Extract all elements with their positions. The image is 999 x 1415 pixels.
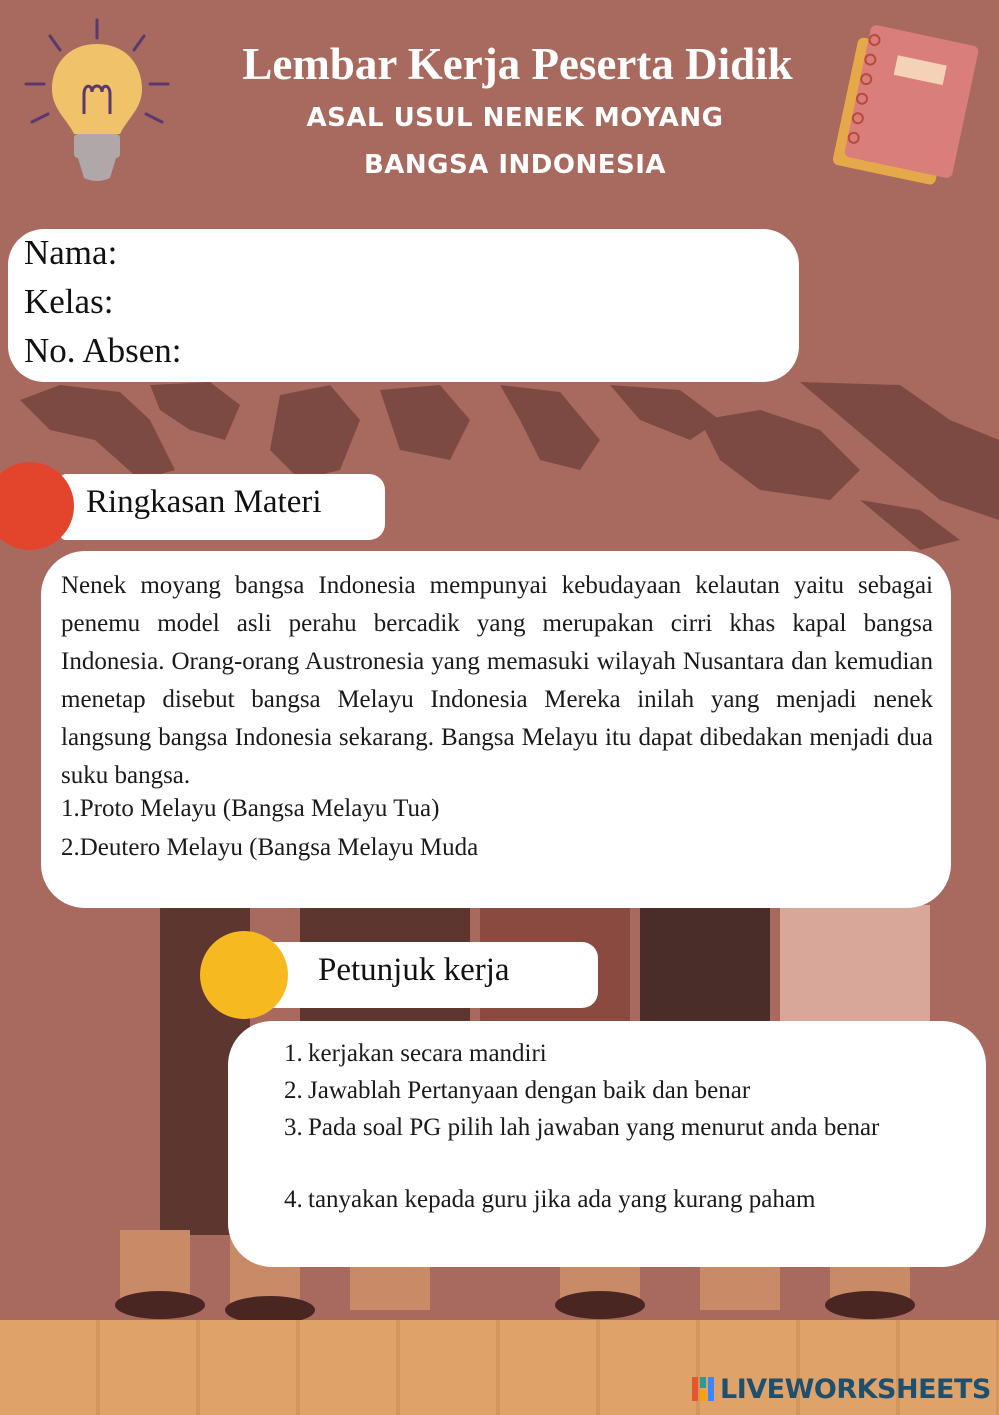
page-title: Lembar Kerja Peserta Didik xyxy=(242,39,793,89)
step-text: Pada soal PG pilih lah jawaban yang menurut anda benar xyxy=(308,1114,880,1141)
summary-heading: Ringkasan Materi xyxy=(86,484,322,520)
page-subtitle-line2: BANGSA INDONESIA xyxy=(363,150,667,180)
page-subtitle-line1: ASAL USUL NENEK MOYANG xyxy=(306,103,724,133)
summary-box xyxy=(41,551,951,908)
summary-item-2: 2.Deutero Melayu (Bangsa Melayu Muda xyxy=(61,834,479,861)
instruction-step-1 xyxy=(284,1036,904,1072)
summary-paragraph: Nenek moyang bangsa Indonesia mempunyai kebudayaan kelautan yaitu sebagai penemu model asli perahu bercadik yang merupakan cirri khas kapal bangsa Indonesia. Orang-orang Austronesia yang memasuki wilayah Nusantara dan kemudian menetap disebut bangsa Melayu Indonesia Mereka inilah yang menjadi nenek langsung bangsa Indonesia sekarang. Bangsa Melayu itu dapat dibedakan menjadi dua suku bangsa. xyxy=(61,572,933,789)
step-number: 4. xyxy=(284,1186,303,1213)
instructions-heading-dot xyxy=(200,931,288,1019)
liveworksheets-logo-icon xyxy=(692,1377,714,1401)
class-label: Kelas: xyxy=(24,282,114,321)
step-number: 2. xyxy=(284,1077,303,1104)
name-label: Nama: xyxy=(24,233,118,272)
step-text: tanyakan kepada guru jika ada yang kurang paham xyxy=(308,1186,816,1213)
absent-number-label: No. Absen: xyxy=(24,331,182,370)
step-number: 1. xyxy=(284,1040,303,1067)
instruction-step-2 xyxy=(284,1073,904,1109)
step-text: Jawablah Pertanyaan dengan baik dan benar xyxy=(308,1077,751,1104)
instruction-step-4 xyxy=(284,1182,904,1218)
instructions-heading: Petunjuk kerja xyxy=(318,952,510,988)
step-number: 3. xyxy=(284,1114,303,1141)
instruction-step-3 xyxy=(284,1110,904,1146)
identity-box xyxy=(8,229,799,382)
instructions-box xyxy=(228,1021,986,1267)
summary-item-1: 1.Proto Melayu (Bangsa Melayu Tua) xyxy=(61,795,440,822)
liveworksheets-brand[interactable]: LIVEWORKSHEETS xyxy=(720,1374,991,1405)
step-text: kerjakan secara mandiri xyxy=(308,1040,547,1067)
